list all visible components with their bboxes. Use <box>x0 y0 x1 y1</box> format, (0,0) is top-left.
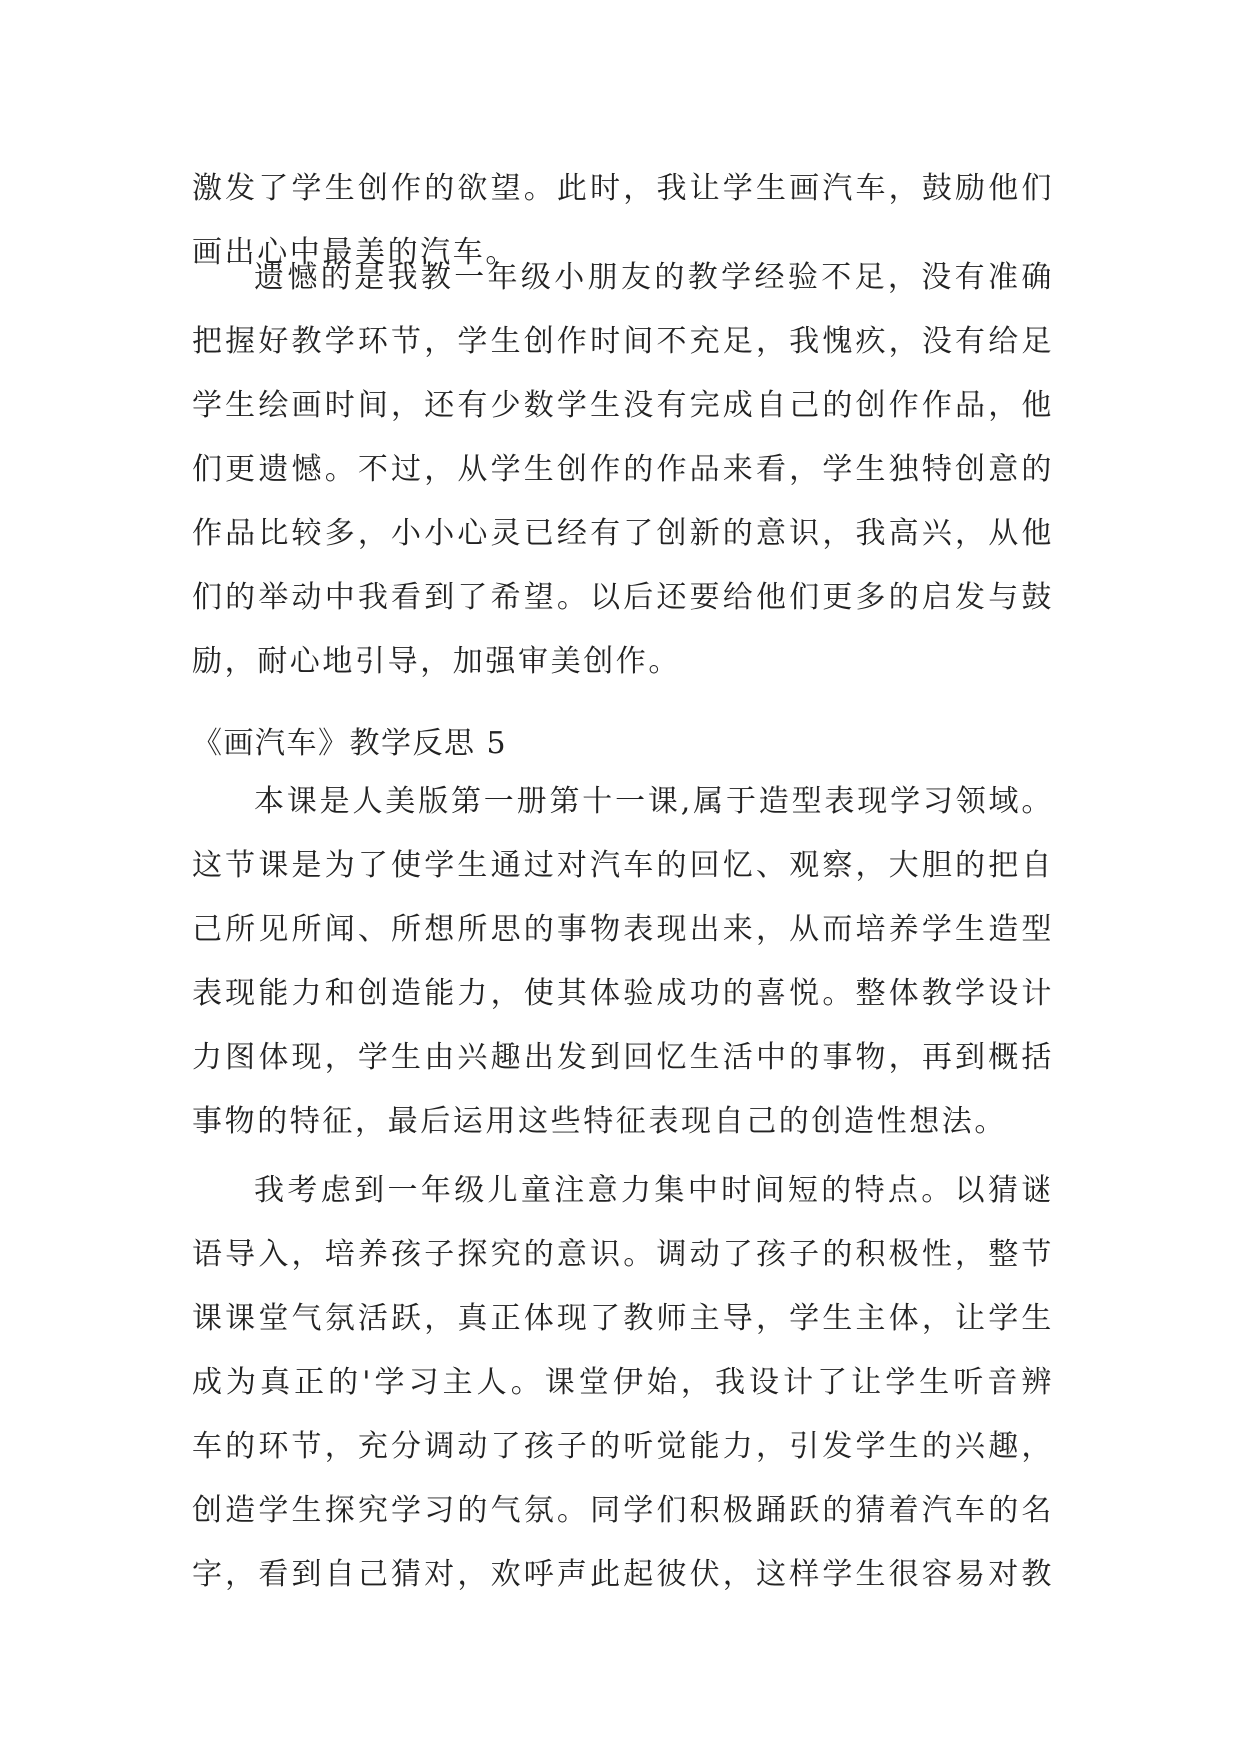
text-line: 车的环节，充分调动了孩子的听觉能力，引发学生的兴趣， <box>192 1429 1054 1464</box>
text-line: 们的举动中我看到了希望。以后还要给他们更多的启发与鼓 <box>192 580 1054 615</box>
text-line: 成为真正的'学习主人。课堂伊始，我设计了让学生听音辨 <box>192 1365 1054 1400</box>
text-line: 激发了学生创作的欲望。此时，我让学生画汽车，鼓励他们 <box>192 171 1054 206</box>
paragraph-2 <box>192 246 1054 694</box>
text-line: 语导入，培养孩子探究的意识。调动了孩子的积极性，整节 <box>192 1237 1054 1272</box>
text-line: 表现能力和创造能力，使其体验成功的喜悦。整体教学设计 <box>192 976 1054 1011</box>
text-line: 事物的特征，最后运用这些特征表现自己的创造性想法。 <box>192 1104 1007 1139</box>
text-line: 课课堂气氛活跃，真正体现了教师主导，学生主体，让学生 <box>192 1301 1054 1336</box>
text-line: 创造学生探究学习的气氛。同学们积极踊跃的猜着汽车的名 <box>192 1493 1054 1528</box>
text-line: 励，耐心地引导，加强审美创作。 <box>192 644 681 679</box>
text-line: 们更遗憾。不过，从学生创作的作品来看，学生独特创意的 <box>192 452 1054 487</box>
text-line: 这节课是为了使学生通过对汽车的回忆、观察，大胆的把自 <box>192 848 1054 883</box>
text-line: 遗憾的是我教一年级小朋友的教学经验不足，没有准确 <box>254 260 1054 295</box>
text-line: 力图体现，学生由兴趣出发到回忆生活中的事物，再到概括 <box>192 1040 1054 1075</box>
text-line: 字，看到自己猜对，欢呼声此起彼伏，这样学生很容易对教 <box>192 1557 1054 1592</box>
paragraph-4 <box>192 1159 1054 1607</box>
text-line: 学生绘画时间，还有少数学生没有完成自己的创作作品，他 <box>192 388 1054 423</box>
text-line: 把握好教学环节，学生创作时间不充足，我愧疚，没有给足 <box>192 324 1054 359</box>
text-line: 作品比较多，小小心灵已经有了创新的意识，我高兴，从他 <box>192 516 1054 551</box>
text-line: 己所见所闻、所想所思的事物表现出来，从而培养学生造型 <box>192 912 1054 947</box>
paragraph-3 <box>192 770 1054 1154</box>
text-line: 我考虑到一年级儿童注意力集中时间短的特点。以猜谜 <box>254 1173 1054 1208</box>
section-heading: 《画汽车》教学反思 5 <box>192 726 508 761</box>
text-line: 画出心中最美的汽车。 <box>192 235 518 270</box>
text-line: 本课是人美版第一册第十一课,属于造型表现学习领域。 <box>254 784 1054 819</box>
